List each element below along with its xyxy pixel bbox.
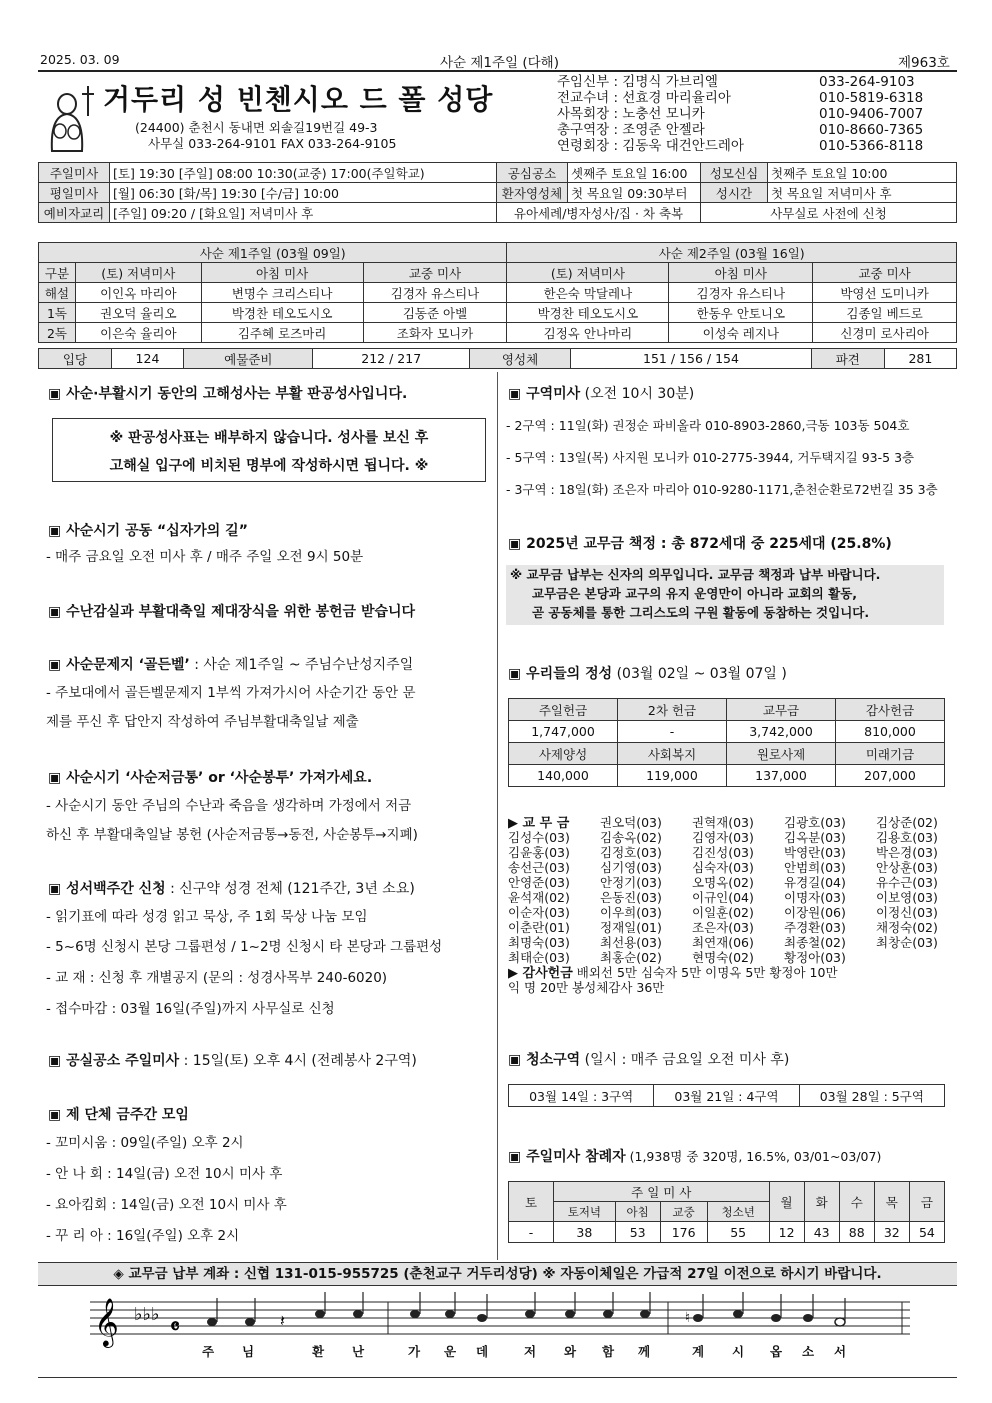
lyric-syllable: 데 xyxy=(476,1344,489,1359)
stat-value: 281 xyxy=(884,349,956,369)
lyric-syllable: 함 xyxy=(602,1344,615,1359)
section-title: ▣ 사순·부활시기 동안의 고해성사는 부활 판공성사입니다. xyxy=(48,386,408,402)
list-item: 박영란(03) xyxy=(784,845,846,860)
reader-cell: 김경자 유스티나 xyxy=(669,283,813,303)
section-title: ▣ 수난감실과 부활대축일 제대장식을 위한 봉헌금 받습니다 xyxy=(48,604,416,620)
lyric-syllable: 운 xyxy=(444,1344,457,1359)
readers-week-title: 사순 제2주일 (03월 16일) xyxy=(507,243,957,263)
section-title: ▣ 사순문제지 ‘골든벨’ : 사순 제1주일 ~ 주님수난성지주일 xyxy=(48,657,414,673)
lyric-syllable: 시 xyxy=(732,1344,745,1359)
reader-cell: 김종일 베드로 xyxy=(813,303,957,323)
list-label: ▶ 교 무 금 xyxy=(508,816,570,831)
offering-value: 810,000 xyxy=(836,721,945,743)
section-line: - 5~6명 신청시 본당 그룹편성 / 1~2명 신청시 타 본당과 그룹편성 xyxy=(46,939,443,955)
section-line: - 5구역 : 13일(목) 사지원 모니카 010-2775-3944, 거두택지길 93-5 3층 xyxy=(506,450,915,465)
list-item: 이우희(03) xyxy=(600,905,662,920)
offering-value: 207,000 xyxy=(836,765,945,787)
section-title: ▣ 우리들의 정성 (03월 02일 ~ 03월 07일 ) xyxy=(508,666,787,682)
staff-phone: 010-8660-7365 xyxy=(819,122,924,138)
list-item: 권오덕(03) xyxy=(600,815,662,830)
table-row-label: 해설 xyxy=(39,283,76,303)
stats-table xyxy=(38,348,957,369)
offering-header: 주일헌금 xyxy=(509,699,618,721)
staff-role: 전교수녀 : 선효경 마리율리아 xyxy=(557,90,731,106)
staff-role: 주임신부 : 김명식 가브리엘 xyxy=(557,74,718,90)
schedule-value: 첫 목요일 저녁미사 후 xyxy=(768,183,957,203)
section-line: - 교 재 : 신청 후 개별공지 (문의 : 성경사목부 240-6020) xyxy=(46,970,388,986)
lyric-syllable: 소 xyxy=(802,1344,815,1359)
readers-header: 아침 미사 xyxy=(201,263,363,283)
section-line: - 꾸 리 아 : 16일(주일) 오후 2시 xyxy=(46,1228,240,1244)
list-item: 안범희(03) xyxy=(784,860,846,875)
reader-cell: 박영선 도미니카 xyxy=(813,283,957,303)
list-item: 윤석재(02) xyxy=(508,890,570,905)
list-item: 김용호(03) xyxy=(876,830,938,845)
attendance-header: 화 xyxy=(804,1182,839,1222)
attendance-value: 176 xyxy=(660,1222,707,1243)
list-item: 김성수(03) xyxy=(508,830,570,845)
stat-label: 입당 xyxy=(39,349,112,369)
note-line: 곧 공동체를 통한 그리스도의 구원 활동에 동참하는 것입니다. xyxy=(532,605,870,620)
staff-role: 총구역장 : 조영준 안젤라 xyxy=(557,122,705,138)
offering-header: 원로사제 xyxy=(727,743,836,765)
offering-header: 감사헌금 xyxy=(836,699,945,721)
list-item: 김진성(03) xyxy=(692,845,754,860)
list-item: 이규인(04) xyxy=(692,890,754,905)
list-item: 송선근(03) xyxy=(508,860,570,875)
list-item: 주경환(03) xyxy=(784,920,846,935)
header-rule xyxy=(38,70,957,72)
list-item: 은동진(03) xyxy=(600,890,662,905)
readers-header: 구분 xyxy=(39,263,76,283)
svg-text:𝄴: 𝄴 xyxy=(170,1315,180,1340)
reader-cell: 박경찬 테오도시오 xyxy=(201,303,363,323)
svg-text:♭♭♭: ♭♭♭ xyxy=(134,1304,160,1325)
staff-phone: 010-5819-6318 xyxy=(819,90,924,106)
attendance-subheader: 아침 xyxy=(615,1202,660,1222)
attendance-value: 53 xyxy=(615,1222,660,1243)
reader-cell: 김정옥 안나마리 xyxy=(507,323,669,343)
svg-text:𝄽: 𝄽 xyxy=(280,1311,285,1330)
section-line: - 매주 금요일 오전 미사 후 / 매주 주일 오전 9시 50분 xyxy=(46,549,364,565)
attendance-value: 55 xyxy=(707,1222,769,1243)
notice-line: ※ 판공성사표는 배부하지 않습니다. 성사를 보신 후 xyxy=(109,430,429,446)
attendance-value: 38 xyxy=(554,1222,616,1243)
schedule-label: 성시간 xyxy=(701,183,768,203)
section-line: - 안 나 회 : 14일(금) 오전 10시 미사 후 xyxy=(46,1166,283,1182)
list-item: 이일훈(02) xyxy=(692,905,754,920)
section-line: - 요아킴회 : 14일(금) 오전 10시 미사 후 xyxy=(46,1197,287,1213)
list-item: 최종철(02) xyxy=(784,935,846,950)
attendance-subheader: 교중 xyxy=(660,1202,707,1222)
list-item: 이장원(06) xyxy=(784,905,846,920)
staff-phone: 010-9406-7007 xyxy=(819,106,924,122)
offering-value: - xyxy=(618,721,727,743)
reader-cell: 이은숙 율리아 xyxy=(76,323,202,343)
list-item: 배외선 5만 심숙자 5만 이명옥 5만 황정아 10만 xyxy=(572,965,838,980)
lyric-syllable: 가 xyxy=(408,1344,421,1359)
schedule-value: 셋째주 토요일 16:00 xyxy=(568,163,701,183)
cleaning-cell: 03월 28일 : 5구역 xyxy=(799,1085,944,1107)
notice-line: 고해실 입구에 비치된 명부에 작성하시면 됩니다. ※ xyxy=(109,458,429,474)
section-line: - 접수마감 : 03월 16일(주일)까지 사무실로 신청 xyxy=(46,1001,335,1017)
note-line: ※ 교무금 납부는 신자의 의무입니다. 교무금 책정과 납부 바랍니다. xyxy=(510,567,881,582)
table-row-label: 2독 xyxy=(39,323,76,343)
reader-cell: 박경찬 테오도시오 xyxy=(507,303,669,323)
footer-rule xyxy=(38,1377,957,1378)
list-item: 안영준(03) xyxy=(508,875,570,890)
list-label: ▶ 감사헌금 xyxy=(508,966,573,981)
section-title: ▣ 청소구역 (일시 : 매주 금요일 오전 미사 후) xyxy=(508,1052,790,1068)
section-title: ▣ 구역미사 (오전 10시 30분) xyxy=(508,386,695,402)
stat-value: 124 xyxy=(111,349,183,369)
hymn-lyrics xyxy=(90,1342,910,1360)
schedule-label: 성모신심 xyxy=(701,163,768,183)
list-item: 심기영(03) xyxy=(600,860,662,875)
attendance-subheader: 토저녁 xyxy=(554,1202,616,1222)
list-item: 유수근(03) xyxy=(876,875,938,890)
section-title: ▣ 공실공소 주일미사 : 15일(토) 오후 4시 (전례봉사 2구역) xyxy=(48,1053,417,1069)
schedule-label: 공심공소 xyxy=(497,163,568,183)
cleaning-cell: 03월 21일 : 4구역 xyxy=(654,1085,799,1107)
list-item: 김상준(02) xyxy=(876,815,938,830)
pledge-note xyxy=(506,565,944,625)
attendance-header: 주 일 미 사 xyxy=(554,1182,770,1202)
list-item: 안상훈(03) xyxy=(876,860,938,875)
attendance-header: 월 xyxy=(769,1182,804,1222)
lyric-syllable: 서 xyxy=(834,1344,847,1359)
list-item: 김옥분(03) xyxy=(784,830,846,845)
column-divider xyxy=(497,372,498,1260)
issue-date: 2025. 03. 09 xyxy=(40,52,120,67)
reader-cell: 변명수 크리스티나 xyxy=(201,283,363,303)
table-row-label: 1독 xyxy=(39,303,76,323)
lyric-syllable: 계 xyxy=(692,1344,705,1359)
stat-label: 파견 xyxy=(811,349,884,369)
list-item: 권혁재(03) xyxy=(692,815,754,830)
attendance-value: - xyxy=(509,1222,554,1243)
attendance-table xyxy=(508,1181,945,1243)
section-title: ▣ 제 단체 금주간 모임 xyxy=(48,1107,189,1123)
section-line: - 3구역 : 18일(화) 조은자 마리아 010-9280-1171,춘천순환로72번길 35 3층 xyxy=(506,482,938,497)
mass-schedule-table xyxy=(38,162,957,223)
offering-value: 3,742,000 xyxy=(727,721,836,743)
stat-label: 예물준비 xyxy=(184,349,313,369)
schedule-value: 첫째주 토요일 10:00 xyxy=(768,163,957,183)
offering-header: 사제양성 xyxy=(509,743,618,765)
attendance-value: 32 xyxy=(874,1222,909,1243)
schedule-label: 주일미사 xyxy=(39,163,110,183)
church-office: 사무실 033-264-9101 FAX 033-264-9105 xyxy=(148,136,397,151)
lyric-syllable: 난 xyxy=(352,1344,365,1359)
staff-role: 사목회장 : 노충선 모니카 xyxy=(557,106,705,122)
list-item: 채정숙(02) xyxy=(876,920,938,935)
list-item: 최연재(06) xyxy=(692,935,754,950)
offering-value: 119,000 xyxy=(618,765,727,787)
music-staff xyxy=(90,1292,910,1376)
offering-value: 140,000 xyxy=(509,765,618,787)
reader-cell: 한동우 안토니오 xyxy=(669,303,813,323)
section-title: ▣ 주일미사 참례자 (1,938명 중 320명, 16.5%, 03/01~03/07) xyxy=(508,1149,882,1165)
readers-header: 교중 미사 xyxy=(363,263,507,283)
church-name: 거두리 성 빈첸시오 드 폴 성당 xyxy=(103,83,494,116)
church-logo xyxy=(40,76,100,160)
note-line: 교무금은 본당과 교구의 유지 운영만이 아니라 교회의 활동, xyxy=(532,586,858,601)
offering-header: 사회복지 xyxy=(618,743,727,765)
attendance-value: 88 xyxy=(839,1222,874,1243)
notice-box xyxy=(52,418,486,482)
schedule-value: 첫 목요일 09:30부터 xyxy=(568,183,701,203)
lyric-syllable: 환 xyxy=(312,1344,325,1359)
attendance-value: 54 xyxy=(909,1222,944,1243)
church-address: (24400) 춘천시 동내면 외솔길19번길 49-3 xyxy=(135,120,378,135)
reader-cell: 조화자 모니카 xyxy=(363,323,507,343)
reader-cell: 김경자 유스티나 xyxy=(363,283,507,303)
list-item: 조은자(03) xyxy=(692,920,754,935)
list-item: 김윤홍(03) xyxy=(508,845,570,860)
list-item: 김광호(03) xyxy=(784,815,846,830)
readers-header: (토) 저녁미사 xyxy=(507,263,669,283)
attendance-header: 수 xyxy=(839,1182,874,1222)
lyric-syllable: 주 xyxy=(202,1344,215,1359)
list-item: 박은경(03) xyxy=(876,845,938,860)
svg-text:𝄞: 𝄞 xyxy=(94,1297,119,1346)
lyric-syllable: 와 xyxy=(564,1344,577,1359)
list-item: 최창순(03) xyxy=(876,935,938,950)
schedule-value: 사무실로 사전에 신청 xyxy=(701,203,957,223)
attendance-header: 금 xyxy=(909,1182,944,1222)
attendance-header: 토 xyxy=(509,1182,554,1222)
pledge-donors-list xyxy=(508,815,948,995)
offering-header: 교무금 xyxy=(727,699,836,721)
list-item: 김영자(03) xyxy=(692,830,754,845)
attendance-value: 12 xyxy=(769,1222,804,1243)
section-title: ▣ 성서백주간 신청 : 신구약 성경 전체 (121주간, 3년 소요) xyxy=(48,881,415,897)
readers-header: 교중 미사 xyxy=(813,263,957,283)
staff-list xyxy=(557,74,923,154)
staff-phone: 033-264-9103 xyxy=(819,74,915,90)
list-item: 이춘란(01) xyxy=(508,920,570,935)
list-item: 이순자(03) xyxy=(508,905,570,920)
list-item: 이명자(03) xyxy=(784,890,846,905)
offering-value: 137,000 xyxy=(727,765,836,787)
section-line: - 주보대에서 골든벨문제지 1부씩 가져가시어 사순기간 동안 문 xyxy=(46,685,416,701)
offering-header: 2차 헌금 xyxy=(618,699,727,721)
svg-text:♮: ♮ xyxy=(685,1310,691,1326)
reader-cell: 이인옥 마리아 xyxy=(76,283,202,303)
lyric-syllable: 옵 xyxy=(770,1344,783,1359)
list-item: 정재일(01) xyxy=(600,920,662,935)
offering-table xyxy=(508,698,945,787)
account-banner: ◈ 교무금 납부 계좌 : 신협 131-015-955725 (춘천교구 거두리성당) ※ 자동이체일은 가급적 27일 이전으로 하시기 바랍니다. xyxy=(38,1262,957,1286)
attendance-header: 목 xyxy=(874,1182,909,1222)
list-item: 김정호(03) xyxy=(600,845,662,860)
section-line: 제를 푸신 후 답안지 작성하여 주님부활대축일날 제출 xyxy=(46,714,359,730)
list-item: 최선용(03) xyxy=(600,935,662,950)
section-line: - 2구역 : 11일(화) 권정순 파비올라 010-8903-2860,극동 103동 504호 xyxy=(506,418,910,433)
list-item: 황정아(03) xyxy=(784,950,846,965)
list-item: 현명숙(02) xyxy=(692,950,754,965)
cleaning-cell: 03월 14일 : 3구역 xyxy=(509,1085,654,1107)
list-item: 이정신(03) xyxy=(876,905,938,920)
schedule-label: 유아세례/병자성사/집 · 차 축복 xyxy=(497,203,701,223)
cleaning-table xyxy=(508,1084,945,1107)
readers-week-title: 사순 제1주일 (03월 09일) xyxy=(39,243,507,263)
list-item: 이보영(03) xyxy=(876,890,938,905)
list-item: 익 명 20만 봉성체감사 36만 xyxy=(508,980,665,995)
reader-cell: 김동준 아벨 xyxy=(363,303,507,323)
readers-table xyxy=(38,242,957,343)
readers-header: (토) 저녁미사 xyxy=(76,263,202,283)
reader-cell: 김주혜 로즈마리 xyxy=(201,323,363,343)
list-item: 오명옥(02) xyxy=(692,875,754,890)
lyric-syllable: 저 xyxy=(524,1344,537,1359)
attendance-value: 43 xyxy=(804,1222,839,1243)
issue-number: 제963호 xyxy=(898,55,950,71)
schedule-value: [주일] 09:20 / [화요일] 저녁미사 후 xyxy=(110,203,497,223)
list-item: 최홍순(02) xyxy=(600,950,662,965)
schedule-label: 평일미사 xyxy=(39,183,110,203)
reader-cell: 권오덕 율리오 xyxy=(76,303,202,323)
section-title: ▣ 2025년 교무금 책정 : 총 872세대 중 225세대 (25.8%) xyxy=(508,536,892,552)
section-line: 하신 후 부활대축일날 봉헌 (사순저금통→동전, 사순봉투→지폐) xyxy=(46,827,418,843)
readers-header: 아침 미사 xyxy=(669,263,813,283)
list-item: 김송옥(02) xyxy=(600,830,662,845)
offering-value: 1,747,000 xyxy=(509,721,618,743)
offering-header: 미래기금 xyxy=(836,743,945,765)
reader-cell: 이성숙 레지나 xyxy=(669,323,813,343)
lyric-syllable: 님 xyxy=(242,1344,255,1359)
staff-role: 연령회장 : 김동욱 대건안드레아 xyxy=(557,138,744,154)
list-item: 심숙자(03) xyxy=(692,860,754,875)
attendance-subheader: 청소년 xyxy=(707,1202,769,1222)
liturgical-day: 사순 제1주일 (다해) xyxy=(440,55,559,71)
lyric-syllable: 께 xyxy=(638,1344,651,1359)
reader-cell: 신경미 로사리아 xyxy=(813,323,957,343)
section-line: - 사순시기 동안 주님의 수난과 죽음을 생각하며 가정에서 저금 xyxy=(46,798,412,814)
schedule-label: 환자영성체 xyxy=(497,183,568,203)
schedule-value: [월] 06:30 [화/목] 19:30 [수/금] 10:00 xyxy=(110,183,497,203)
reader-cell: 한은숙 막달레나 xyxy=(507,283,669,303)
section-line: - 읽기표에 따라 성경 읽고 묵상, 주 1회 묵상 나눔 모임 xyxy=(46,909,368,925)
schedule-label: 예비자교리 xyxy=(39,203,110,223)
list-item: 최명숙(03) xyxy=(508,935,570,950)
stat-value: 151 / 156 / 154 xyxy=(571,349,812,369)
section-title: ▣ 사순시기 ‘사순저금통’ or ‘사순봉투’ 가져가세요. xyxy=(48,770,373,786)
schedule-value: [토] 19:30 [주일] 08:00 10:30(교중) 17:00(주일학교) xyxy=(110,163,497,183)
list-item: 최태순(03) xyxy=(508,950,570,965)
section-line: - 꼬미시움 : 09일(주일) 오후 2시 xyxy=(46,1135,244,1151)
stat-label: 영성체 xyxy=(469,349,570,369)
stat-value: 212 / 217 xyxy=(313,349,469,369)
list-item: 안정기(03) xyxy=(600,875,662,890)
section-title: ▣ 사순시기 공동 “십자가의 길” xyxy=(48,523,248,539)
list-item: 유경길(04) xyxy=(784,875,846,890)
staff-phone: 010-5366-8118 xyxy=(819,138,924,154)
